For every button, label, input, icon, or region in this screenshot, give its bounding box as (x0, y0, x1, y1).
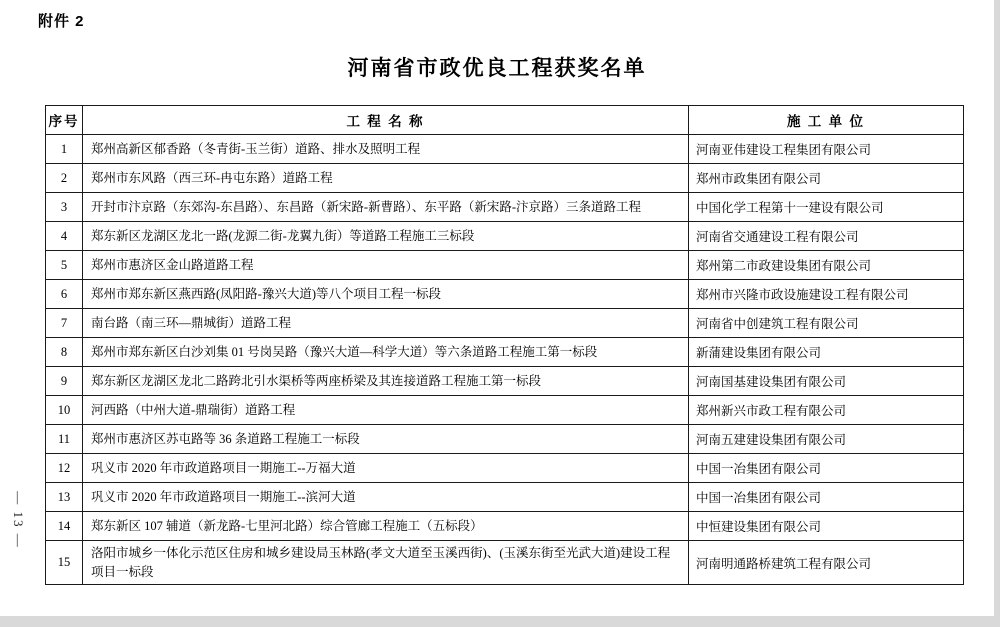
table-row (46, 483, 964, 512)
table-row (46, 193, 964, 222)
table-row (46, 164, 964, 193)
company-name-cell: 河南五建建设集团有限公司 (689, 425, 964, 454)
company-name-cell: 中国化学工程第十一建设有限公司 (689, 193, 964, 222)
table-row (46, 512, 964, 541)
project-name-cell: 郑东新区 107 辅道（新龙路-七里河北路）综合管廊工程施工（五标段） (83, 512, 689, 541)
row-number-cell: 15 (46, 541, 83, 585)
project-name-cell: 郑东新区龙湖区龙北二路跨北引水渠桥等两座桥梁及其连接道路工程施工第一标段 (83, 367, 689, 396)
header-company: 施 工 单 位 (689, 106, 964, 135)
company-name-cell: 河南国基建设集团有限公司 (689, 367, 964, 396)
table-row (46, 338, 964, 367)
row-number-cell: 4 (46, 222, 83, 251)
company-name-cell: 郑州新兴市政工程有限公司 (689, 396, 964, 425)
page-number: — 13 — (11, 491, 26, 549)
table-row (46, 541, 964, 585)
table-row (46, 367, 964, 396)
table-row (46, 251, 964, 280)
company-name-cell: 郑州第二市政建设集团有限公司 (689, 251, 964, 280)
company-name-cell: 中恒建设集团有限公司 (689, 512, 964, 541)
row-number-cell: 3 (46, 193, 83, 222)
attachment-label: 附件 2 (38, 13, 85, 30)
row-number-cell: 2 (46, 164, 83, 193)
project-name-cell: 洛阳市城乡一体化示范区住房和城乡建设局玉林路(孝文大道至玉溪西街)、(玉溪东街至光武大道)建设工程项目一标段 (83, 541, 689, 585)
table-row (46, 454, 964, 483)
row-number-cell: 13 (46, 483, 83, 512)
header-project: 工 程 名 称 (83, 106, 689, 135)
project-name-cell: 郑东新区龙湖区龙北一路(龙源二街-龙翼九街）等道路工程施工三标段 (83, 222, 689, 251)
project-name-cell: 郑州市惠济区苏屯路等 36 条道路工程施工一标段 (83, 425, 689, 454)
row-number-cell: 11 (46, 425, 83, 454)
company-name-cell: 郑州市兴隆市政设施建设工程有限公司 (689, 280, 964, 309)
company-name-cell: 中国一冶集团有限公司 (689, 483, 964, 512)
project-name-cell: 郑州市惠济区金山路道路工程 (83, 251, 689, 280)
company-name-cell: 河南亚伟建设工程集团有限公司 (689, 135, 964, 164)
company-name-cell: 河南省交通建设工程有限公司 (689, 222, 964, 251)
project-name-cell: 巩义市 2020 年市政道路项目一期施工--滨河大道 (83, 483, 689, 512)
project-name-cell: 河西路（中州大道-鼎瑞街）道路工程 (83, 396, 689, 425)
row-number-cell: 8 (46, 338, 83, 367)
company-name-cell: 新蒲建设集团有限公司 (689, 338, 964, 367)
row-number-cell: 10 (46, 396, 83, 425)
table-row (46, 309, 964, 338)
row-number-cell: 12 (46, 454, 83, 483)
project-name-cell: 南台路（南三环—鼎城街）道路工程 (83, 309, 689, 338)
project-name-cell: 郑州高新区郁香路（冬青街-玉兰街）道路、排水及照明工程 (83, 135, 689, 164)
row-number-cell: 9 (46, 367, 83, 396)
company-name-cell: 河南省中创建筑工程有限公司 (689, 309, 964, 338)
row-number-cell: 6 (46, 280, 83, 309)
project-name-cell: 郑州市郑东新区白沙刘集 01 号岗吴路（豫兴大道—科学大道）等六条道路工程施工第一标段 (83, 338, 689, 367)
page-title: 河南省市政优良工程获奖名单 (347, 57, 647, 80)
table-row (46, 425, 964, 454)
header-no: 序号 (46, 106, 83, 135)
company-name-cell: 河南明通路桥建筑工程有限公司 (689, 541, 964, 585)
table-header-row (46, 106, 964, 135)
row-number-cell: 14 (46, 512, 83, 541)
company-name-cell: 中国一冶集团有限公司 (689, 454, 964, 483)
company-name-cell: 郑州市政集团有限公司 (689, 164, 964, 193)
table-row (46, 222, 964, 251)
row-number-cell: 5 (46, 251, 83, 280)
project-name-cell: 巩义市 2020 年市政道路项目一期施工--万福大道 (83, 454, 689, 483)
award-table (45, 105, 964, 585)
project-name-cell: 郑州市东风路（西三环-冉屯东路）道路工程 (83, 164, 689, 193)
table-row (46, 280, 964, 309)
row-number-cell: 7 (46, 309, 83, 338)
table-row (46, 396, 964, 425)
project-name-cell: 开封市汴京路（东郊沟-东昌路）、东昌路（新宋路-新曹路）、东平路（新宋路-汴京路）三条道路工程 (83, 193, 689, 222)
project-name-cell: 郑州市郑东新区燕西路(凤阳路-豫兴大道)等八个项目工程一标段 (83, 280, 689, 309)
row-number-cell: 1 (46, 135, 83, 164)
table-row (46, 135, 964, 164)
table-body (46, 135, 964, 585)
